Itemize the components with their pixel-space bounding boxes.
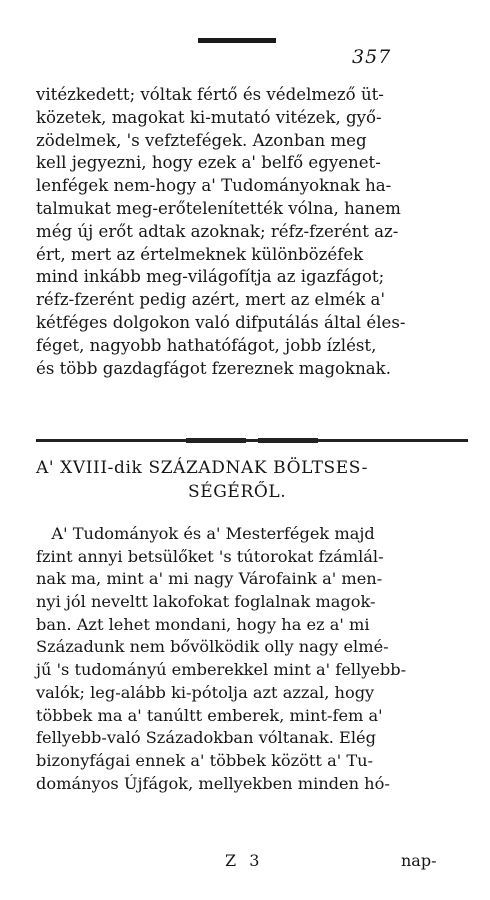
paragraph-top xyxy=(36,84,468,380)
text-line: még új erőt adtak azoknak; réfz-fzerént az- xyxy=(36,221,399,241)
text-line: talmukat meg-erőtelenítették vólna, hanem xyxy=(36,198,401,218)
text-line: fellyebb-való Századokban vóltanak. Elég xyxy=(36,728,376,748)
text-line: mind inkább meg-világofítja az igazfágot; xyxy=(36,267,385,287)
section-divider xyxy=(36,437,468,444)
text-line: és több gazdagfágot fzereznek magoknak. xyxy=(36,358,392,378)
text-line: jű 's tudományú emberekkel mint a' fellyebb- xyxy=(36,660,407,680)
text-line: kell jegyezni, hogy ezek a' belfő egyenet- xyxy=(36,153,381,173)
text-line: többek ma a' tanúltt emberek, mint-fem a' xyxy=(36,705,383,725)
section-heading xyxy=(36,456,468,504)
text-line: Századunk nem bővölködik olly nagy elmé- xyxy=(36,637,389,657)
text-line: ban. Azt lehet mondani, hogy ha ez a' mi xyxy=(36,614,370,634)
page-number: 357 xyxy=(352,46,392,68)
heading-line-1: A' XVIII-dik SZÁZADNAK BÖLTSES- xyxy=(36,458,369,478)
text-line: fzint annyi betsülőket 's tútorokat fzámlál- xyxy=(36,546,384,566)
text-line: vitézkedett; vóltak fértő és védelmező üt- xyxy=(36,85,384,104)
header-rule xyxy=(198,38,276,43)
text-line: kétféges dolgokon való difputálás által éles- xyxy=(36,312,406,332)
text-line: ért, mert az értelmeknek különbözéfek xyxy=(36,244,364,264)
text-line: lenfégek nem-hogy a' Tudományoknak ha- xyxy=(36,176,392,196)
catchword: nap- xyxy=(401,851,437,870)
text-line: féget, nagyobb hathatófágot, jobb ízlést, xyxy=(36,335,377,355)
text-line: nak ma, mint a' mi nagy Várofaink a' men- xyxy=(36,569,383,589)
text-line: bizonyfágai ennek a' többek között a' Tu- xyxy=(36,750,374,770)
paragraph-bottom xyxy=(36,523,468,795)
signature-mark: Z 3 xyxy=(225,851,264,870)
text-line: valók; leg-alább ki-pótolja azt azzal, hogy xyxy=(36,682,375,702)
text-line: dományos Újfágok, mellyekben minden hó- xyxy=(36,773,390,793)
page-footer xyxy=(36,851,468,875)
text-line: A' Tudományok és a' Mesterfégek majd xyxy=(36,524,375,543)
text-line: nyi jól neveltt lakofokat foglalnak magok- xyxy=(36,592,376,612)
text-line: zödelmek, 's vefztefégek. Azonban meg xyxy=(36,130,367,150)
text-line: réfz-fzerént pedig azért, mert az elmék a' xyxy=(36,290,386,310)
text-line: közetek, magokat ki-mutató vitézek, győ- xyxy=(36,107,382,127)
heading-line-2: SÉGÉRŐL. xyxy=(188,482,287,502)
